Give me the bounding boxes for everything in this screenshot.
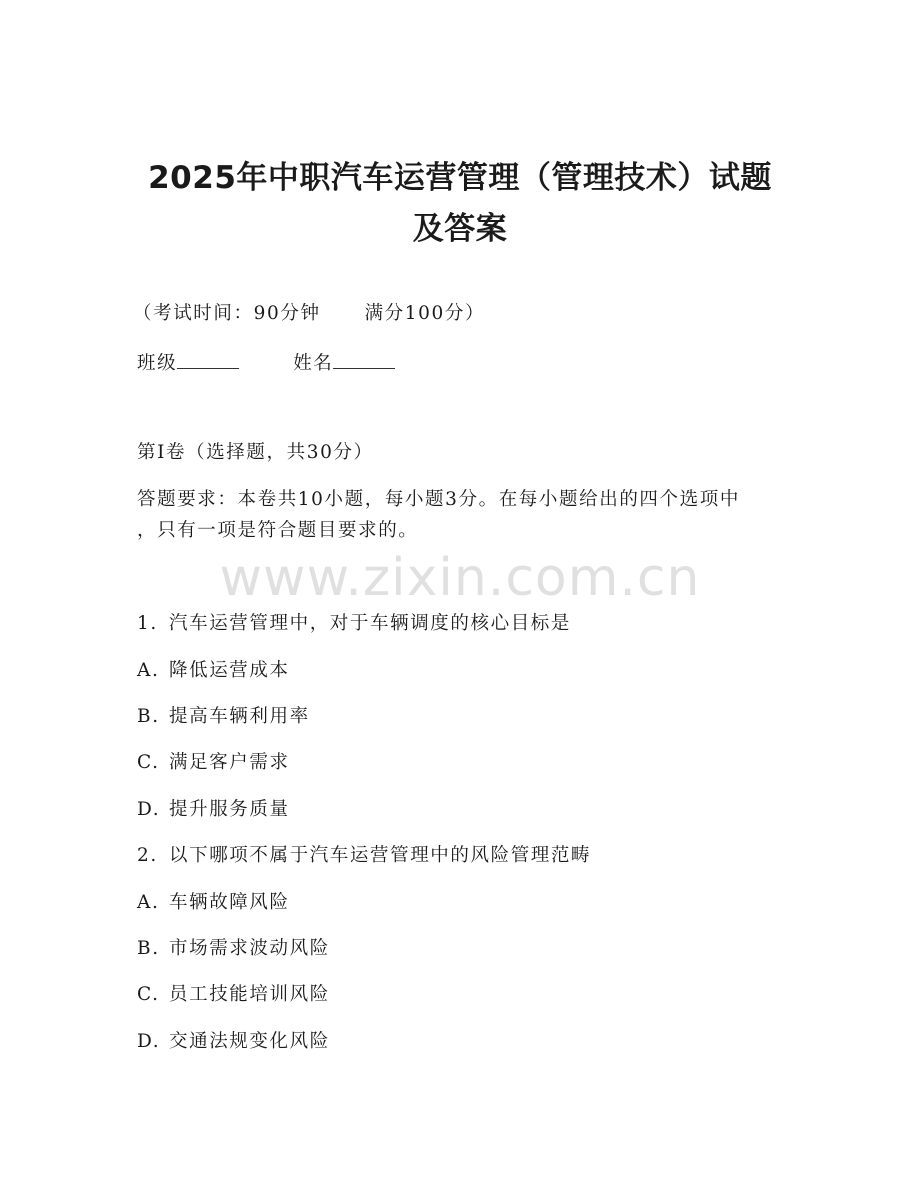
question-1-option-b[interactable]	[137, 705, 310, 729]
question-1-option-a[interactable]	[137, 659, 290, 683]
option-text: 交通法规变化风险	[169, 1031, 330, 1052]
option-letter: A.	[137, 660, 160, 681]
option-letter: D.	[137, 1031, 161, 1052]
question-2-option-d[interactable]	[137, 1030, 330, 1054]
section-instruction-line-1: 答题要求：本卷共10小题，每小题3分。在每小题给出的四个选项中	[137, 489, 740, 510]
option-letter: D.	[137, 799, 161, 820]
option-text: 满足客户需求	[169, 752, 290, 773]
student-info	[137, 350, 395, 376]
question-number: 2.	[137, 845, 158, 866]
question-2-option-b[interactable]	[137, 937, 330, 961]
option-text: 降低运营成本	[169, 660, 290, 681]
document-title-line-2: 及答案	[412, 211, 508, 247]
question-1-option-d[interactable]	[137, 798, 290, 822]
option-letter: C.	[137, 984, 160, 1005]
option-letter: A.	[137, 892, 160, 913]
option-text: 员工技能培训风险	[169, 984, 330, 1005]
section-instruction-line-2: ，只有一项是符合题目要求的。	[137, 520, 419, 541]
question-1	[137, 612, 571, 636]
option-letter: B.	[137, 706, 160, 727]
option-letter: B.	[137, 938, 160, 959]
option-letter: C.	[137, 752, 160, 773]
question-text: 汽车运营管理中，对于车辆调度的核心目标是	[169, 613, 572, 634]
option-text: 提高车辆利用率	[169, 706, 310, 727]
question-number: 1.	[137, 613, 158, 634]
name-blank[interactable]	[333, 350, 395, 369]
class-label: 班级	[137, 353, 178, 374]
class-blank[interactable]	[177, 350, 239, 369]
section-heading: 第I卷（选择题，共30分）	[137, 442, 374, 463]
option-text: 提升服务质量	[169, 799, 290, 820]
watermark: www.zixin.com.cn	[219, 548, 701, 608]
exam-info	[133, 302, 485, 326]
option-text: 车辆故障风险	[169, 892, 290, 913]
name-label: 姓名	[293, 353, 334, 374]
document-title-line-1: 2025年中职汽车运营管理（管理技术）试题	[148, 160, 772, 196]
question-2-option-a[interactable]	[137, 891, 290, 915]
option-text: 市场需求波动风险	[169, 938, 330, 959]
exam-score: 满分100分）	[364, 303, 486, 324]
question-1-option-c[interactable]	[137, 751, 290, 775]
exam-time: （考试时间：90分钟	[133, 303, 321, 324]
question-text: 以下哪项不属于汽车运营管理中的风险管理范畴	[169, 845, 592, 866]
question-2-option-c[interactable]	[137, 983, 330, 1007]
question-2	[137, 844, 591, 868]
